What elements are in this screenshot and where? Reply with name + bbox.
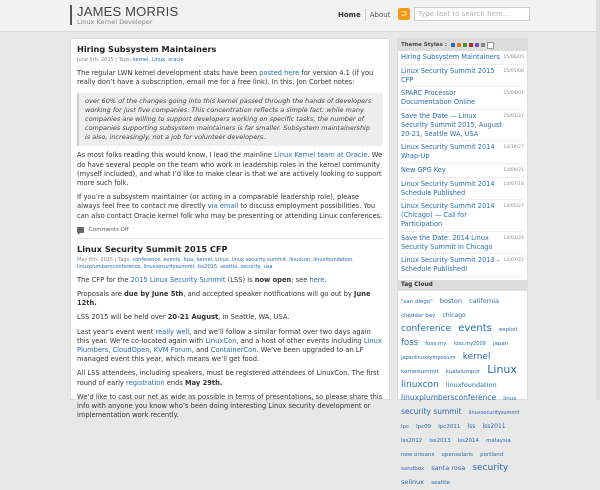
tag-cloud-link[interactable]: lss2014: [457, 437, 479, 444]
tags-label: Tags:: [118, 256, 131, 263]
tag-cloud-link[interactable]: foss: [401, 337, 419, 348]
recent-post-date: 14/09/21: [503, 167, 524, 173]
paragraph: If you’re a subsystem maintainer (or acting in a comparable leadership role), please always feel free to contact me directly via email to discuss employment possibilities. You can also contact Oracle kernel folk who may be presenting or attending Linux conferences.: [77, 193, 383, 220]
post-date: June 5th, 2015: [77, 57, 114, 63]
paragraph: The regular LWN kernel development stats have been posted here for version 4.1 (if you really don’t have a subscription, email me for a free link). In this, Jon Corbet notes:: [77, 69, 374, 87]
registration-link[interactable]: registration: [126, 378, 165, 387]
theme-swatch-purple[interactable]: [475, 43, 479, 47]
tag-cloud-link[interactable]: security: [472, 462, 509, 473]
recent-post-item[interactable]: [401, 232, 524, 255]
post-title[interactable]: Hiring Subsystem Maintainers: [77, 44, 217, 54]
recent-post-title[interactable]: SPARC Processor Documentation Online: [401, 89, 476, 107]
tag-link[interactable]: kernel: [132, 57, 149, 63]
tag-cloud-link[interactable]: boston: [439, 296, 463, 305]
theme-swatch-orange[interactable]: [457, 43, 461, 47]
tag-link[interactable]: linux security summit: [231, 256, 287, 263]
tag-cloud-link[interactable]: exploit: [498, 326, 518, 333]
tag-link[interactable]: usa: [263, 263, 273, 270]
tag-cloud-link[interactable]: events: [458, 322, 492, 334]
theme-swatch-green[interactable]: [463, 43, 467, 47]
tag-cloud-link[interactable]: lss2012: [401, 437, 423, 444]
recent-post-date: 15/04/01: [503, 91, 524, 97]
tag-cloud-link[interactable]: lss2013: [429, 437, 451, 444]
blockquote: over 60% of the changes going into this kernel passed through the hands of developers working for just five companies. This concentration reflects a simple fact: while many companies are willing to support developers working on specific tasks, the number of companies supporting subsystem maintainers is far smaller. Subsystem maintainership is also, increasingly, not a job for volunteer developers..: [77, 93, 383, 146]
tag-cloud: [398, 291, 527, 490]
lss-2015-link[interactable]: 2015 Linux Security Summit: [130, 275, 226, 284]
cfp-here-link[interactable]: here: [309, 275, 325, 284]
tag-link[interactable]: seattle: [220, 263, 238, 270]
email-link[interactable]: via email: [207, 202, 239, 211]
tag-cloud-link[interactable]: conference: [401, 323, 452, 334]
tag-cloud-link[interactable]: selinux: [401, 477, 425, 486]
recent-post-title[interactable]: Linux Security Summit 2013 – Schedule Published!: [401, 256, 500, 274]
recent-post-title[interactable]: Linux Security Summit 2015 CFP: [401, 66, 495, 84]
recent-post-date: 14/05/27: [503, 204, 524, 210]
tag-cloud-link[interactable]: new orleans: [401, 451, 435, 458]
kvm-forum-link[interactable]: KVM Forum: [153, 346, 192, 355]
paragraph: We’d like to cast our net as wide as possible in terms of presentations, so please share this info with anyone you know who’s been doing interesting Linux security development or implementation work recently.: [77, 392, 383, 420]
paragraph: LSS 2015 will be held over 20-21 August, in Seattle, WA, USA.: [77, 313, 290, 322]
tag-cloud-link[interactable]: "san diego": [401, 298, 433, 305]
paragraph: All LSS attendees, including speakers, must be registered attendees of LinuxCon. The first round of early registration ends May 29th.: [77, 369, 380, 387]
tag-link[interactable]: oracle: [168, 57, 184, 63]
oracle-team-link[interactable]: Linux Kernel team at Oracle: [274, 151, 368, 160]
post-date: May 6th, 2015: [77, 256, 114, 263]
recent-post-title[interactable]: New GPG Key: [401, 165, 446, 174]
post-meta: June 5th, 2015 | Tags: kernel, Linux, oracle: [77, 57, 184, 63]
site-title[interactable]: JAMES MORRIS: [77, 4, 179, 19]
tag-link[interactable]: linuxsecuritysummit: [143, 263, 195, 270]
nav-home[interactable]: Home: [334, 9, 366, 21]
tag-cloud-link[interactable]: chicago: [442, 311, 466, 319]
tag-cloud-link[interactable]: opensolaris: [441, 451, 473, 458]
paragraph: The CFP for the 2015 Linux Security Summit (LSS) is now open; see here.: [77, 275, 327, 284]
comments-link[interactable]: Comments Off: [77, 227, 383, 233]
recent-post-item[interactable]: [401, 51, 524, 65]
recent-post-item[interactable]: [401, 164, 524, 178]
paragraph: Last year’s event went really well, and we’ll follow a similar format over two days again this year. We’re co-located again with LinuxCon, and a host of other events including Linux Plumbers, CloudOpen, KVM Forum, and ContainerCon. We’ve been upgraded to an LF managed event this year, which means we’ll get food.: [77, 327, 382, 364]
logo-bar: [70, 5, 72, 25]
theme-swatch-gray[interactable]: [481, 43, 485, 47]
recent-post-title[interactable]: Save the Date — Linux Security Summit 2015, August 20-21, Seattle WA, USA: [401, 111, 502, 138]
post-meta: May 6th, 2015 | Tags: conference, events, foss, kernel, Linux, linux security summit, linuxcon, linuxfoundation, linuxplumbersconference, linuxsecuritysummit, lss2015, seattle, security, usa: [77, 256, 355, 270]
tag-link[interactable]: events: [163, 256, 181, 263]
tag-cloud-link[interactable]: foss.my: [425, 340, 447, 347]
theme-swatch-red[interactable]: [469, 43, 473, 47]
recent-post-item[interactable]: [401, 178, 524, 201]
tag-cloud-link[interactable]: santa rosa: [431, 463, 466, 472]
tag-link[interactable]: kernel: [196, 256, 213, 263]
comment-icon: [77, 227, 84, 233]
tag-cloud-link[interactable]: linuxsecuritysummit: [468, 409, 520, 416]
tag-cloud-link[interactable]: linux: [503, 395, 517, 402]
post-title[interactable]: Linux Security Summit 2015 CFP: [77, 243, 228, 254]
tag-cloud-link[interactable]: portland: [480, 451, 504, 458]
tag-cloud-link[interactable]: seattle: [431, 479, 451, 486]
tag-link[interactable]: Linux: [215, 256, 229, 263]
tag-cloud-link[interactable]: lpc: [401, 423, 410, 430]
rss-icon[interactable]: ⊃: [398, 8, 410, 20]
linuxcon-link[interactable]: LinuxCon: [205, 336, 237, 345]
tag-cloud-link[interactable]: lss: [467, 422, 476, 430]
recent-post-title[interactable]: Linux Security Summit 2014 (Chicago) — Call for Participation: [401, 202, 495, 228]
really-well-link[interactable]: really well: [155, 327, 190, 336]
site-header: [0, 0, 600, 32]
tag-link[interactable]: linuxplumbersconference: [77, 263, 141, 270]
recent-post-title[interactable]: Linux Security Summit 2014 Schedule Published: [401, 179, 495, 197]
recent-post-item[interactable]: [401, 87, 524, 110]
recent-post-item[interactable]: [401, 200, 524, 231]
recent-post-date: 15/06/05: [503, 55, 524, 60]
tag-link[interactable]: linuxfoundation: [313, 256, 353, 263]
site-description: Linux Kernel Developer: [77, 18, 153, 26]
recent-post-title[interactable]: Hiring Subsystem Maintainers: [401, 53, 500, 61]
tag-cloud-link[interactable]: Linux: [487, 362, 517, 376]
tag-cloud-link[interactable]: kualalumpur: [445, 368, 481, 375]
tag-cloud-link[interactable]: lpc09: [416, 423, 432, 430]
tags-label: Tags:: [118, 57, 132, 63]
main-content: [70, 38, 390, 420]
tag-cloud-link[interactable]: malaysia: [486, 437, 511, 444]
theme-swatch-white[interactable]: [487, 42, 494, 49]
theme-styles: Theme Styles :: [398, 39, 527, 51]
containercon-link[interactable]: ContainerCon: [210, 346, 257, 355]
tag-cloud-link[interactable]: linuxcon: [401, 379, 439, 390]
recent-post-date: 15/05/06: [503, 68, 524, 74]
linux-plumbers-link[interactable]: Linux Plumbers: [77, 336, 382, 355]
sidebar: [397, 38, 528, 486]
tag-cloud-link[interactable]: sandbox: [401, 465, 425, 472]
tag-link[interactable]: conference: [132, 256, 161, 263]
tag-link[interactable]: security: [240, 263, 261, 270]
tag-cloud-link[interactable]: cheddar bay: [401, 312, 436, 319]
tag-cloud-link[interactable]: foss.my2009: [453, 340, 486, 347]
tag-link[interactable]: Linux: [151, 57, 166, 63]
tag-link[interactable]: linuxcon: [289, 256, 311, 263]
post: [71, 39, 389, 239]
tag-cloud-heading: Tag Cloud: [398, 280, 527, 291]
post-body: [77, 69, 383, 221]
recent-post-date: 15/01/21: [503, 113, 524, 119]
post-body: [77, 276, 383, 421]
recent-post-item[interactable]: [401, 254, 524, 277]
recent-post-item[interactable]: [401, 65, 524, 88]
recent-post-item[interactable]: [401, 110, 524, 141]
paragraph: As most folks reading this would know, I lead the mainline Linux Kernel team at Oracle. We do have several people on the team who work in leadership roles in the kernel community (myself included), and what I’d like to make clear is that we are actively looking to support more such folk.: [77, 151, 383, 188]
tag-cloud-link[interactable]: security summit: [401, 406, 462, 416]
tag-cloud-link[interactable]: lss2011: [482, 422, 506, 430]
tag-cloud-link[interactable]: lpc2011: [438, 423, 461, 430]
cloudopen-link[interactable]: CloudOpen: [112, 346, 150, 355]
theme-swatch-blue[interactable]: [451, 43, 455, 47]
tag-cloud-link[interactable]: california: [469, 296, 500, 305]
recent-post-date: 14/10/27: [503, 145, 524, 151]
tag-cloud-link[interactable]: japan: [492, 340, 509, 347]
tag-link[interactable]: lss2015: [197, 263, 218, 270]
page-scrollbar[interactable]: [596, 0, 600, 400]
paragraph: Proposals are due by June 5th, and accepted speaker notifications will go out by June 12th.: [77, 290, 371, 308]
posted-here-link[interactable]: posted here: [259, 69, 300, 77]
tag-cloud-link[interactable]: kernel: [462, 351, 491, 362]
recent-posts-list: [398, 51, 527, 277]
search-input[interactable]: [414, 7, 530, 21]
recent-post-date: 13/07/22: [503, 258, 524, 264]
recent-post-date: 14/07/16: [503, 181, 524, 187]
tag-cloud-link[interactable]: linuxplumbersconference: [401, 392, 497, 402]
recent-post-title[interactable]: Save the Date: 2014 Linux Security Summit in Chicago: [401, 233, 493, 251]
recent-post-date: 14/03/24: [503, 235, 524, 241]
recent-post-title[interactable]: Linux Security Summit 2014 Wrap-Up: [401, 143, 495, 161]
recent-post-item[interactable]: [401, 141, 524, 164]
tag-cloud-link[interactable]: kernelsummit: [401, 368, 439, 375]
nav-about[interactable]: About: [369, 11, 391, 19]
main-nav: [334, 9, 394, 21]
tag-cloud-link[interactable]: linuxfoundation: [445, 380, 497, 389]
post: [71, 239, 389, 421]
tag-link[interactable]: foss: [183, 256, 194, 263]
tag-cloud-link[interactable]: japanlinuxsymposium: [401, 354, 456, 361]
